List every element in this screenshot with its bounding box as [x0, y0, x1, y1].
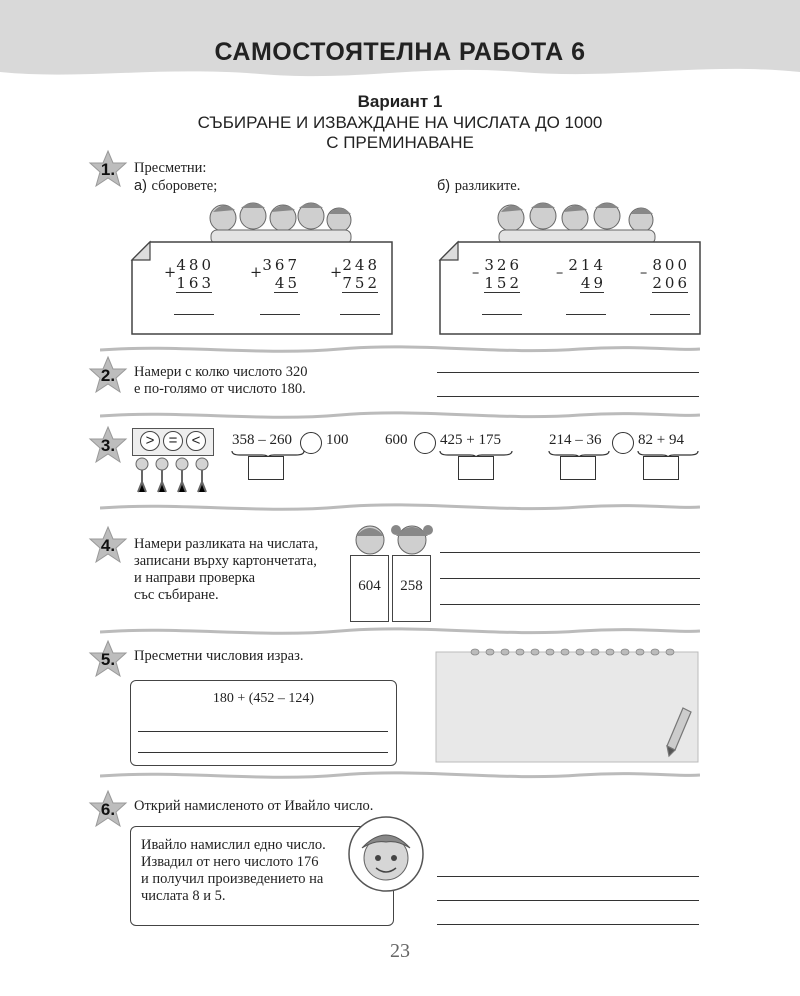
notepad[interactable] — [435, 644, 701, 764]
expression-box — [130, 680, 397, 766]
task-2-number: 2. — [100, 366, 116, 385]
story-line-4: числата 8 и 5. — [141, 888, 226, 904]
less-than-sign: < — [186, 431, 206, 451]
comparison-1-left: 358 – 260 — [232, 432, 292, 448]
task-1a-letter: а) — [134, 178, 147, 194]
task-4-line-4: със събиране. — [134, 587, 219, 603]
difference-2-bottom: 49 — [580, 274, 606, 292]
answer-line[interactable] — [138, 752, 388, 753]
difference-3-bottom: 206 — [652, 274, 690, 292]
sum-3-top: 248 — [342, 256, 380, 274]
comparison-2-left: 600 — [385, 432, 408, 448]
variant-label: Вариант 1 — [357, 92, 443, 111]
task-6-instruction: Открий намисленото от Ивайло число. — [134, 798, 374, 814]
equals-sign: = — [163, 431, 183, 451]
difference-3-top: 800 — [652, 256, 690, 274]
comparison-3-left: 214 – 36 — [549, 432, 602, 448]
story-line-2: Извадил от него числото 176 — [141, 854, 319, 870]
answer-line[interactable] — [437, 396, 699, 397]
task-1-number: 1. — [100, 160, 116, 179]
difference-1 — [472, 256, 522, 293]
answer-box[interactable] — [560, 456, 596, 480]
task-4-line-3: и направи проверка — [134, 570, 256, 586]
section-divider — [100, 768, 700, 782]
plus-sign: + — [164, 265, 177, 281]
section-divider — [100, 500, 700, 514]
answer-line[interactable] — [440, 604, 700, 605]
answer-line — [482, 314, 522, 315]
minus-sign: – — [556, 265, 564, 281]
number-card-2-value: 258 — [400, 578, 423, 594]
task-6-badge — [86, 788, 130, 832]
topic-line-2: С ПРЕМИНАВАНЕ — [326, 133, 474, 152]
task-1b-letter: б) — [437, 178, 451, 194]
answer-line — [174, 314, 214, 315]
children-illustration-1 — [205, 198, 355, 246]
answer-line[interactable] — [437, 924, 699, 925]
task-6-number: 6. — [100, 800, 116, 819]
boy-avatar-illustration — [346, 814, 426, 894]
task-1a-text: сборовете; — [151, 178, 218, 194]
comparison-signs-sign — [132, 428, 214, 456]
section-divider — [100, 408, 700, 422]
task-3-badge — [86, 424, 130, 468]
task-5-number: 5. — [100, 650, 116, 669]
task-5-badge — [86, 638, 130, 682]
page-number: 23 — [390, 940, 410, 962]
sum-1-top: 480 — [176, 256, 214, 274]
task-1-badge — [86, 148, 130, 192]
difference-3 — [640, 256, 690, 293]
minus-sign: – — [472, 265, 480, 281]
comparison-circle[interactable] — [414, 432, 436, 454]
answer-line — [650, 314, 690, 315]
sum-3 — [330, 256, 380, 293]
task-3-number: 3. — [100, 436, 116, 455]
difference-1-bottom: 152 — [484, 274, 522, 292]
answer-line — [340, 314, 380, 315]
answer-line[interactable] — [437, 900, 699, 901]
answer-line[interactable] — [440, 552, 700, 553]
sum-3-bottom: 752 — [342, 274, 380, 292]
difference-2-top: 214 — [568, 256, 606, 274]
task-2-badge — [86, 354, 130, 398]
section-divider — [100, 342, 700, 356]
sum-1-bottom: 163 — [176, 274, 214, 292]
number-card-2 — [392, 555, 431, 622]
comparison-3-right: 82 + 94 — [638, 432, 684, 448]
task-4-line-1: Намери разликата на числата, — [134, 536, 319, 552]
children-illustration-2 — [493, 198, 663, 246]
answer-line[interactable] — [437, 876, 699, 877]
answer-line[interactable] — [437, 372, 699, 373]
expression: 180 + (452 – 124) — [212, 691, 315, 706]
page-title: САМОСТОЯТЕЛНА РАБОТА 6 — [214, 38, 586, 66]
story-line-3: и получил произведението на — [141, 871, 324, 887]
comparison-circle[interactable] — [612, 432, 634, 454]
answer-line — [260, 314, 300, 315]
answer-line — [566, 314, 606, 315]
greater-than-sign: > — [140, 431, 160, 451]
sum-2-bottom: 45 — [274, 274, 300, 292]
comparison-2-right: 425 + 175 — [440, 432, 501, 448]
children-heads-illustration — [350, 518, 436, 558]
task-2-line-2: е по-голямо от числото 180. — [134, 381, 306, 397]
task-5-instruction: Пресметни числовия израз. — [134, 648, 304, 664]
answer-box[interactable] — [458, 456, 494, 480]
task-1-instruction: Пресметни: — [134, 160, 207, 176]
sum-2 — [250, 256, 300, 293]
sum-2-top: 367 — [262, 256, 300, 274]
sum-1 — [164, 256, 214, 293]
story-line-1: Ивайло намислил едно число. — [141, 837, 326, 853]
number-card-1-value: 604 — [358, 578, 381, 594]
answer-line[interactable] — [138, 731, 388, 732]
task-4-badge — [86, 524, 130, 568]
answer-box[interactable] — [248, 456, 284, 480]
section-divider — [100, 624, 700, 638]
answer-line[interactable] — [440, 578, 700, 579]
difference-2 — [556, 256, 606, 293]
minus-sign: – — [640, 265, 648, 281]
task-1b-text: разликите. — [454, 178, 521, 194]
task-4-line-2: записани върху картончетата, — [134, 553, 317, 569]
task-4-number: 4. — [100, 536, 116, 555]
number-card-1 — [350, 555, 389, 622]
topic-line-1: СЪБИРАНЕ И ИЗВАЖДАНЕ НА ЧИСЛАТА ДО 1000 — [197, 113, 603, 132]
answer-box[interactable] — [643, 456, 679, 480]
children-holding-sign-illustration — [130, 456, 214, 494]
difference-1-top: 326 — [484, 256, 522, 274]
comparison-1-right: 100 — [326, 432, 349, 448]
plus-sign: + — [330, 265, 343, 281]
comparison-circle[interactable] — [300, 432, 322, 454]
plus-sign: + — [250, 265, 263, 281]
task-2-line-1: Намери с колко числото 320 — [134, 364, 308, 380]
